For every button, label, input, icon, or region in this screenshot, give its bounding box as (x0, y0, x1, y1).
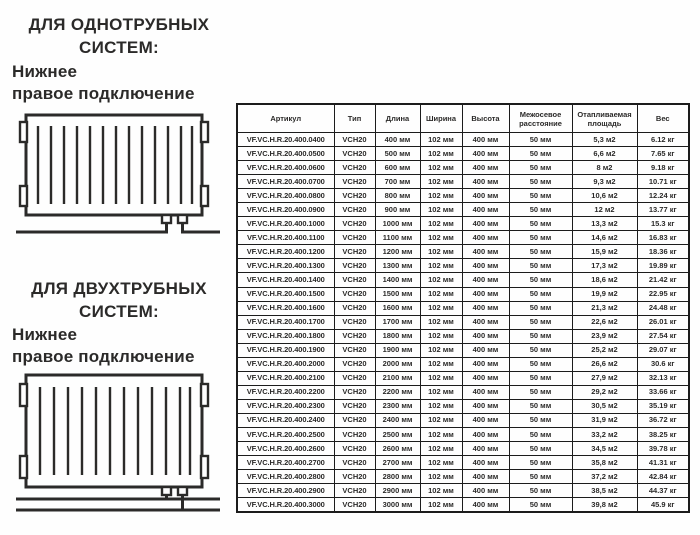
table-cell: 37,2 м2 (572, 470, 637, 484)
table-cell: VF.VC.H.R.20.400.2600 (237, 442, 334, 456)
table-cell: 102 мм (420, 385, 462, 399)
table-cell: 50 мм (509, 147, 572, 161)
two-pipe-heading-line1: ДЛЯ ДВУХТРУБНЫХ (31, 279, 207, 298)
table-cell: VCH20 (334, 470, 375, 484)
table-cell: 12.24 кг (637, 189, 689, 203)
table-cell: 19,9 м2 (572, 287, 637, 301)
table-cell: 102 мм (420, 175, 462, 189)
table-cell: 102 мм (420, 399, 462, 413)
single-pipe-heading-line1: ДЛЯ ОДНОТРУБНЫХ (28, 15, 210, 34)
table-cell: 1900 мм (375, 343, 420, 357)
table-cell: 50 мм (509, 231, 572, 245)
table-cell: 400 мм (462, 287, 509, 301)
table-cell: 13.77 кг (637, 203, 689, 217)
table-cell: 50 мм (509, 442, 572, 456)
table-row (237, 399, 689, 413)
table-cell: 23,9 м2 (572, 329, 637, 343)
table-cell: VF.VC.H.R.20.400.3000 (237, 498, 334, 513)
table-row (237, 371, 689, 385)
table-cell: 41.31 кг (637, 456, 689, 470)
col-header-heated-area: Отапливаемая площадь (572, 104, 637, 133)
table-cell: 102 мм (420, 357, 462, 371)
table-row (237, 175, 689, 189)
table-cell: VCH20 (334, 357, 375, 371)
table-cell: 16.83 кг (637, 231, 689, 245)
table-cell: VF.VC.H.R.20.400.1800 (237, 329, 334, 343)
table-header-row (237, 104, 689, 133)
table-cell: VF.VC.H.R.20.400.0800 (237, 189, 334, 203)
table-cell: 50 мм (509, 413, 572, 427)
table-cell: 2700 мм (375, 456, 420, 470)
table-row (237, 442, 689, 456)
table-row (237, 245, 689, 259)
table-cell: VF.VC.H.R.20.400.2700 (237, 456, 334, 470)
table-cell: 102 мм (420, 203, 462, 217)
table-cell: 6,6 м2 (572, 147, 637, 161)
table-row (237, 133, 689, 147)
table-cell: VF.VC.H.R.20.400.2500 (237, 427, 334, 441)
table-cell: 30.6 кг (637, 357, 689, 371)
table-cell: 26,6 м2 (572, 357, 637, 371)
table-row (237, 484, 689, 498)
table-cell: 400 мм (462, 273, 509, 287)
table-cell: 102 мм (420, 161, 462, 175)
table-cell: VF.VC.H.R.20.400.2400 (237, 413, 334, 427)
table-cell: 102 мм (420, 147, 462, 161)
table-cell: VF.VC.H.R.20.400.2800 (237, 470, 334, 484)
table-cell: 2900 мм (375, 484, 420, 498)
table-cell: VCH20 (334, 456, 375, 470)
table-cell: 50 мм (509, 175, 572, 189)
table-cell: 102 мм (420, 301, 462, 315)
table-cell: 400 мм (462, 357, 509, 371)
table-cell: 102 мм (420, 273, 462, 287)
table-cell: VCH20 (334, 442, 375, 456)
table-cell: VF.VC.H.R.20.400.0900 (237, 203, 334, 217)
table-row (237, 385, 689, 399)
table-cell: 1000 мм (375, 217, 420, 231)
table-cell: 2100 мм (375, 371, 420, 385)
table-cell: 22.95 кг (637, 287, 689, 301)
table-cell: 17,3 м2 (572, 259, 637, 273)
table-cell: VF.VC.H.R.20.400.1200 (237, 245, 334, 259)
table-cell: 700 мм (375, 175, 420, 189)
table-cell: 50 мм (509, 315, 572, 329)
table-cell: VCH20 (334, 273, 375, 287)
table-cell: 29,2 м2 (572, 385, 637, 399)
table-cell: VCH20 (334, 161, 375, 175)
table-cell: 102 мм (420, 498, 462, 513)
single-pipe-heading (8, 13, 230, 59)
table-cell: VCH20 (334, 484, 375, 498)
table-cell: 2500 мм (375, 427, 420, 441)
table-cell: 14,6 м2 (572, 231, 637, 245)
table-cell: 50 мм (509, 427, 572, 441)
table-row (237, 427, 689, 441)
table-cell: 50 мм (509, 456, 572, 470)
table-cell: 102 мм (420, 343, 462, 357)
table-row (237, 273, 689, 287)
table-cell: 400 мм (462, 133, 509, 147)
table-cell: VF.VC.H.R.20.400.2000 (237, 357, 334, 371)
table-cell: VF.VC.H.R.20.400.0700 (237, 175, 334, 189)
connection-line1: Нижнее (12, 62, 78, 81)
connection-line2: правое подключение (12, 347, 195, 366)
table-cell: 400 мм (462, 399, 509, 413)
table-cell: VF.VC.H.R.20.400.1700 (237, 315, 334, 329)
table-cell: 400 мм (462, 498, 509, 513)
table-cell: 36.72 кг (637, 413, 689, 427)
spec-table (236, 103, 690, 513)
table-cell: VF.VC.H.R.20.400.0500 (237, 147, 334, 161)
table-cell: 50 мм (509, 484, 572, 498)
table-cell: 50 мм (509, 470, 572, 484)
table-cell: 27.54 кг (637, 329, 689, 343)
table-cell: VCH20 (334, 385, 375, 399)
table-cell: 1700 мм (375, 315, 420, 329)
table-cell: 50 мм (509, 133, 572, 147)
table-row (237, 357, 689, 371)
col-header-length: Длина (375, 104, 420, 133)
table-cell: 6.12 кг (637, 133, 689, 147)
table-cell: VCH20 (334, 175, 375, 189)
table-cell: VCH20 (334, 259, 375, 273)
table-cell: 102 мм (420, 413, 462, 427)
table-cell: VCH20 (334, 371, 375, 385)
table-cell: 50 мм (509, 287, 572, 301)
table-cell: 1400 мм (375, 273, 420, 287)
table-cell: VF.VC.H.R.20.400.1600 (237, 301, 334, 315)
table-cell: 50 мм (509, 385, 572, 399)
table-cell: 102 мм (420, 427, 462, 441)
col-header-type: Тип (334, 104, 375, 133)
table-cell: 34,5 м2 (572, 442, 637, 456)
table-cell: 15,9 м2 (572, 245, 637, 259)
table-cell: 12 м2 (572, 203, 637, 217)
table-cell: 102 мм (420, 133, 462, 147)
table-row (237, 329, 689, 343)
table-cell: 102 мм (420, 245, 462, 259)
table-cell: VCH20 (334, 498, 375, 513)
table-cell: 1300 мм (375, 259, 420, 273)
left-panel (8, 0, 230, 535)
table-cell: 400 мм (462, 259, 509, 273)
table-cell: 19.89 кг (637, 259, 689, 273)
table-cell: 50 мм (509, 329, 572, 343)
table-cell: 2600 мм (375, 442, 420, 456)
table-cell: 2000 мм (375, 357, 420, 371)
table-cell: 10.71 кг (637, 175, 689, 189)
connection-line1: Нижнее (12, 325, 78, 344)
spec-table-wrap (236, 103, 688, 513)
table-row (237, 161, 689, 175)
table-cell: VF.VC.H.R.20.400.1300 (237, 259, 334, 273)
table-cell: 400 мм (462, 329, 509, 343)
col-header-height: Высота (462, 104, 509, 133)
table-cell: 45.9 кг (637, 498, 689, 513)
table-cell: 400 мм (375, 133, 420, 147)
table-cell: 102 мм (420, 189, 462, 203)
table-cell: 1200 мм (375, 245, 420, 259)
table-cell: 400 мм (462, 175, 509, 189)
table-cell: 400 мм (462, 217, 509, 231)
table-cell: 50 мм (509, 301, 572, 315)
table-cell: VF.VC.H.R.20.400.2300 (237, 399, 334, 413)
table-cell: 102 мм (420, 329, 462, 343)
table-cell: VF.VC.H.R.20.400.0400 (237, 133, 334, 147)
table-cell: 600 мм (375, 161, 420, 175)
table-cell: 1500 мм (375, 287, 420, 301)
table-cell: 102 мм (420, 456, 462, 470)
table-cell: 400 мм (462, 470, 509, 484)
table-cell: 102 мм (420, 470, 462, 484)
table-cell: 50 мм (509, 343, 572, 357)
table-row (237, 470, 689, 484)
two-pipe-heading-line2: СИСТЕМ: (79, 302, 159, 321)
table-cell: 39,8 м2 (572, 498, 637, 513)
table-cell: 102 мм (420, 484, 462, 498)
table-row (237, 343, 689, 357)
table-cell: 2300 мм (375, 399, 420, 413)
table-cell: 1600 мм (375, 301, 420, 315)
table-cell: 27,9 м2 (572, 371, 637, 385)
table-row (237, 287, 689, 301)
table-cell: VCH20 (334, 343, 375, 357)
table-cell: 38,5 м2 (572, 484, 637, 498)
table-cell: 400 мм (462, 456, 509, 470)
table-cell: 400 мм (462, 385, 509, 399)
table-cell: 50 мм (509, 399, 572, 413)
table-cell: 39.78 кг (637, 442, 689, 456)
table-cell: VCH20 (334, 301, 375, 315)
table-cell: 50 мм (509, 245, 572, 259)
table-cell: 400 мм (462, 343, 509, 357)
two-pipe-heading (8, 277, 230, 323)
table-cell: 2200 мм (375, 385, 420, 399)
table-cell: 13,3 м2 (572, 217, 637, 231)
table-cell: 400 мм (462, 203, 509, 217)
col-header-weight: Вес (637, 104, 689, 133)
table-cell: 50 мм (509, 259, 572, 273)
table-row (237, 315, 689, 329)
table-cell: VCH20 (334, 231, 375, 245)
table-cell: VF.VC.H.R.20.400.1000 (237, 217, 334, 231)
table-cell: 500 мм (375, 147, 420, 161)
table-cell: 21.42 кг (637, 273, 689, 287)
table-cell: VF.VC.H.R.20.400.1100 (237, 231, 334, 245)
table-cell: 31,9 м2 (572, 413, 637, 427)
table-cell: 400 мм (462, 427, 509, 441)
table-row (237, 413, 689, 427)
table-cell: 35.19 кг (637, 399, 689, 413)
table-cell: 400 мм (462, 147, 509, 161)
table-cell: 50 мм (509, 371, 572, 385)
table-cell: 900 мм (375, 203, 420, 217)
table-cell: VCH20 (334, 427, 375, 441)
table-cell: 38.25 кг (637, 427, 689, 441)
table-cell: VCH20 (334, 287, 375, 301)
table-cell: 50 мм (509, 203, 572, 217)
table-cell: VCH20 (334, 413, 375, 427)
table-cell: 7.65 кг (637, 147, 689, 161)
table-cell: 9.18 кг (637, 161, 689, 175)
table-cell: 24.48 кг (637, 301, 689, 315)
radiator-two-pipe-diagram (14, 372, 222, 514)
table-row (237, 231, 689, 245)
table-cell: VCH20 (334, 147, 375, 161)
table-cell: 2400 мм (375, 413, 420, 427)
table-cell: VF.VC.H.R.20.400.1400 (237, 273, 334, 287)
table-cell: VCH20 (334, 399, 375, 413)
table-cell: 21,3 м2 (572, 301, 637, 315)
table-cell: 1800 мм (375, 329, 420, 343)
table-row (237, 456, 689, 470)
table-cell: 400 мм (462, 413, 509, 427)
table-cell: 25,2 м2 (572, 343, 637, 357)
table-cell: 15.3 кг (637, 217, 689, 231)
table-cell: VCH20 (334, 203, 375, 217)
table-cell: 50 мм (509, 161, 572, 175)
table-cell: 3000 мм (375, 498, 420, 513)
single-pipe-heading-line2: СИСТЕМ: (79, 38, 159, 57)
col-header-axle-distance: Межосевое расстояние (509, 104, 572, 133)
table-cell: 400 мм (462, 315, 509, 329)
table-cell: 400 мм (462, 301, 509, 315)
table-row (237, 203, 689, 217)
table-cell: 33,2 м2 (572, 427, 637, 441)
table-cell: 33.66 кг (637, 385, 689, 399)
radiator-single-pipe-diagram (14, 112, 222, 240)
table-cell: 5,3 м2 (572, 133, 637, 147)
table-cell: VF.VC.H.R.20.400.0600 (237, 161, 334, 175)
table-cell: 30,5 м2 (572, 399, 637, 413)
table-row (237, 189, 689, 203)
table-cell: 10,6 м2 (572, 189, 637, 203)
table-cell: 35,8 м2 (572, 456, 637, 470)
table-cell: VF.VC.H.R.20.400.1500 (237, 287, 334, 301)
table-row (237, 217, 689, 231)
table-cell: 9,3 м2 (572, 175, 637, 189)
table-cell: 8 м2 (572, 161, 637, 175)
table-cell: 400 мм (462, 189, 509, 203)
table-cell: 400 мм (462, 371, 509, 385)
table-cell: 29.07 кг (637, 343, 689, 357)
table-row (237, 259, 689, 273)
table-row (237, 498, 689, 513)
table-cell: 50 мм (509, 498, 572, 513)
table-cell: 400 мм (462, 484, 509, 498)
table-cell: 400 мм (462, 161, 509, 175)
table-cell: VF.VC.H.R.20.400.2900 (237, 484, 334, 498)
table-cell: 102 мм (420, 315, 462, 329)
table-cell: VCH20 (334, 133, 375, 147)
table-cell: 102 мм (420, 371, 462, 385)
two-pipe-connection-label (12, 324, 234, 368)
table-row (237, 147, 689, 161)
table-cell: VCH20 (334, 245, 375, 259)
table-cell: 102 мм (420, 442, 462, 456)
table-cell: VCH20 (334, 315, 375, 329)
table-cell: VCH20 (334, 189, 375, 203)
table-row (237, 301, 689, 315)
table-cell: 102 мм (420, 287, 462, 301)
table-cell: VCH20 (334, 329, 375, 343)
table-cell: 800 мм (375, 189, 420, 203)
table-cell: VF.VC.H.R.20.400.2100 (237, 371, 334, 385)
table-cell: 26.01 кг (637, 315, 689, 329)
table-cell: 32.13 кг (637, 371, 689, 385)
col-header-artikul: Артикул (237, 104, 334, 133)
table-cell: 22,6 м2 (572, 315, 637, 329)
table-cell: 50 мм (509, 217, 572, 231)
table-cell: 102 мм (420, 231, 462, 245)
single-pipe-connection-label (12, 61, 234, 105)
table-cell: 18,6 м2 (572, 273, 637, 287)
table-cell: 2800 мм (375, 470, 420, 484)
table-cell: 1100 мм (375, 231, 420, 245)
col-header-width: Ширина (420, 104, 462, 133)
table-cell: 42.84 кг (637, 470, 689, 484)
table-cell: 18.36 кг (637, 245, 689, 259)
connection-line2: правое подключение (12, 84, 195, 103)
table-cell: 400 мм (462, 442, 509, 456)
table-cell: 50 мм (509, 357, 572, 371)
table-cell: VF.VC.H.R.20.400.1900 (237, 343, 334, 357)
table-cell: VF.VC.H.R.20.400.2200 (237, 385, 334, 399)
table-cell: 400 мм (462, 231, 509, 245)
table-cell: VCH20 (334, 217, 375, 231)
table-cell: 44.37 кг (637, 484, 689, 498)
table-cell: 102 мм (420, 217, 462, 231)
table-cell: 50 мм (509, 189, 572, 203)
table-cell: 102 мм (420, 259, 462, 273)
table-cell: 400 мм (462, 245, 509, 259)
table-cell: 50 мм (509, 273, 572, 287)
